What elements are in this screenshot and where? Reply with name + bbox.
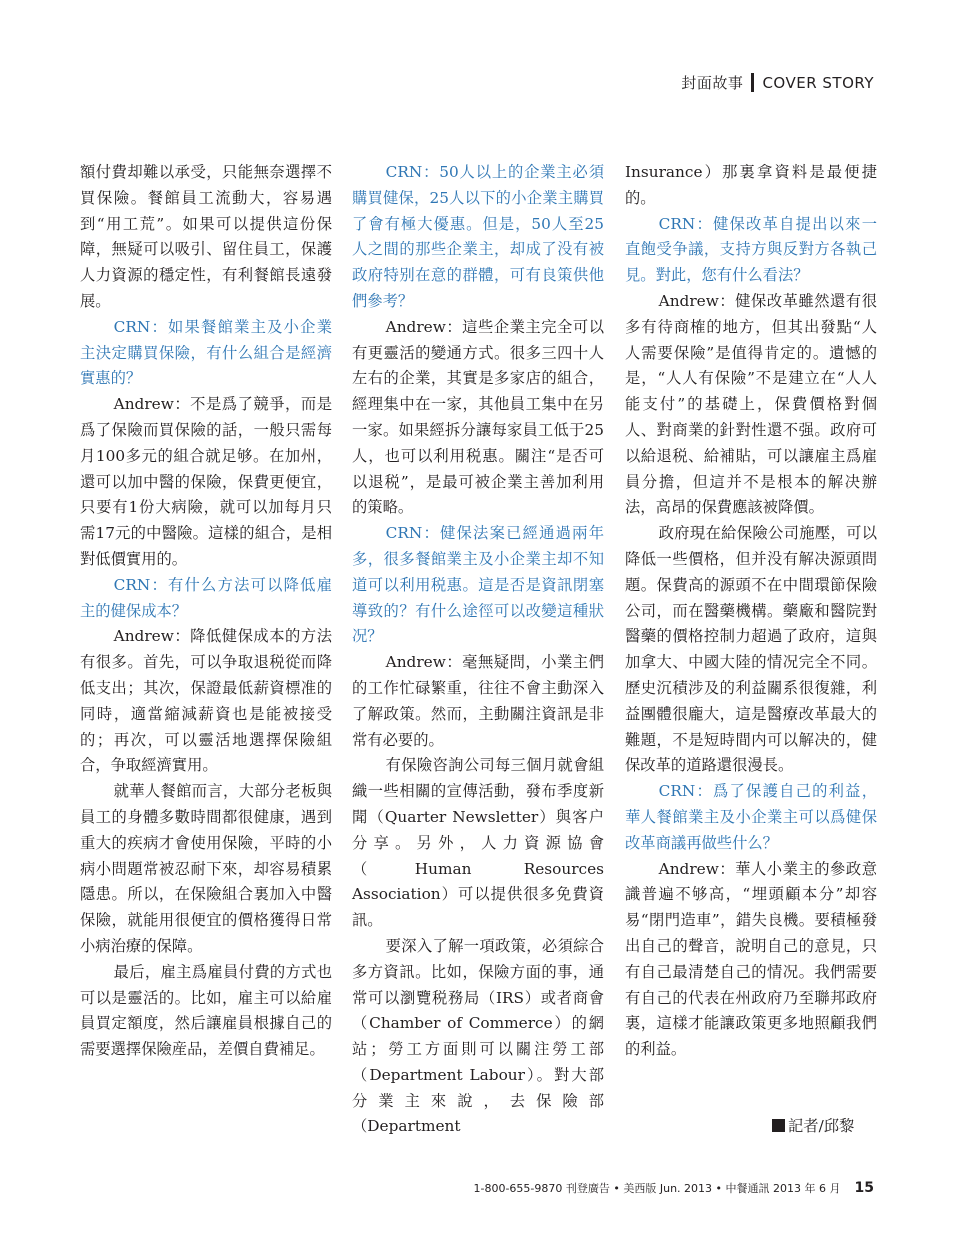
- interview-answer: 要深入了解一項政策，必須綜合多方資訊。比如，保險方面的事，通常可以瀏覽税務局（IRS）或者商會（Chamber of Commerce）的網站；勞工方面則可以關注勞工部（Department Labour）。對大部分業主來說，去保險部（Department: [352, 936, 604, 1136]
- section-header: [681, 72, 874, 93]
- page-footer: [474, 1180, 875, 1196]
- interview-answer: 就華人餐館而言，大部分老板與員工的身體多數時間都很健康，遇到重大的疾病才會使用保險，平時的小病小問題常被忍耐下來，却容易積累隱患。所以，在保險組合裏加入中醫保險，就能用很便宜的價格獲得日常小病治療的保障。: [80, 782, 332, 955]
- interview-question: CRN：健保法案已經通過兩年多，很多餐館業主及小企業主却不知道可以利用税惠。這是否是資訊閉塞導致的？有什么途徑可以改變這種狀况？: [352, 524, 604, 646]
- interview-answer: Andrew：不是爲了競爭，而是爲了保險而買保險的話，一般只需每月100多元的組合就足够。在加州，還可以加中醫的保險，保費更便宜，只要有1份大病險，就可以加每月只需17元的中醫險。這樣的組合，是相對低價實用的。: [80, 395, 332, 568]
- article-column-2: [352, 160, 604, 1140]
- interview-question: CRN：健保改革自提出以來一直飽受争議，支持方與反對方各執己見。對此，您有什么看法？: [625, 214, 877, 285]
- interview-answer: Insurance）那裏拿資料是最便捷的。: [625, 163, 877, 207]
- interview-question: CRN：爲了保護自己的利益，華人餐館業主及小企業主可以爲健保改革商議再做些什么？: [625, 782, 877, 852]
- interview-question: CRN：有什么方法可以降低雇主的健保成本？: [80, 575, 332, 620]
- header-divider: [751, 73, 754, 92]
- interview-answer: 有保險咨詢公司每三個月就會組織一些相關的宣傳活動，發布季度新聞（Quarter Newsletter）與客户分享。另外，人力資源協會（Human Resources Association）可以提供很多免費資訊。: [352, 756, 604, 930]
- interview-answer: Andrew：華人小業主的參政意識普遍不够高，“埋頭顧本分”却容易“閉門造車”，錯失良機。要積極發出自己的聲音，說明自己的意見，只有自己最清楚自己的情况。我們需要有自己的代表在州政府乃至聯邦政府裏，這樣才能讓政策更多地照顧我們的利益。: [625, 859, 877, 1059]
- interview-answer: Andrew：這些企業主完全可以有更靈活的變通方式。很多三四十人左右的企業，其實是多家店的組合，經理集中在一家，其他員工集中在另一家。如果經拆分讓每家員工低于25人，也可以利用税惠。關注“是否可以退税”，是最可被企業主善加利用的策略。: [352, 317, 604, 517]
- article-column-3: [625, 160, 877, 1063]
- interview-answer: 最后，雇主爲雇員付費的方式也可以是靈活的。比如，雇主可以給雇員買定額度，然后讓雇員根據自己的需要選擇保險産品，差價自費補足。: [80, 962, 332, 1059]
- interview-question: CRN：50人以上的企業主必須購買健保，25人以下的小企業主購買了會有極大優惠。但是，50人至25人之間的那些企業主，却成了没有被政府特别在意的群體，可有良策供他們參考？: [352, 163, 604, 310]
- interview-answer: Andrew：降低健保成本的方法有很多。首先，可以争取退税從而降低支出；其次，保證最低薪資標准的同時，適當縮減薪資也是能被接受的；再次，可以靈活地選擇保險組合，争取經濟實用。: [80, 627, 332, 775]
- article-column-1: [80, 160, 332, 1063]
- interview-question: CRN：如果餐館業主及小企業主決定購買保險，有什么組合是經濟實惠的？: [80, 317, 332, 388]
- interview-answer: 額付費却難以承受，只能無奈選擇不買保險。餐館員工流動大，容易遇到“用工荒”。如果可以提供這份保障，無疑可以吸引、留住員工，保護人力資源的穩定性，有利餐館長遠發展。: [80, 163, 332, 310]
- byline: [772, 1114, 854, 1136]
- footer-info: 1-800-655-9870 刊登廣告 • 美西版 Jun. 2013 • 中餐通訊 2013 年 6 月: [473, 1182, 841, 1195]
- byline-text: 記者/邱黎: [788, 1117, 855, 1135]
- page-number: 15: [854, 1180, 874, 1196]
- square-bullet-icon: [772, 1119, 785, 1132]
- section-title-en: COVER STORY: [762, 73, 874, 92]
- interview-answer: Andrew：毫無疑問，小業主們的工作忙碌繁重，往往不會主動深入了解政策。然而，主動關注資訊是非常有必要的。: [352, 653, 604, 749]
- interview-answer: 政府現在給保險公司施壓，可以降低一些價格，但并没有解决源頭問題。保費高的源頭不在中間環節保險公司，而在醫藥機構。藥廠和醫院對醫藥的價格控制力超過了政府，這與加拿大、中國大陸的情况完全不同。歷史沉積涉及的利益關系很復雜，利益團體很龐大，這是醫療改革最大的難題，不是短時間内可以解决的，健保改革的道路還很漫長。: [625, 524, 877, 775]
- section-title-zh: 封面故事: [681, 74, 744, 92]
- interview-answer: Andrew：健保改革雖然還有很多有待商榷的地方，但其出發點“人人需要保險”是值得肯定的。遺憾的是，“人人有保險”不是建立在“人人能支付”的基礎上，保費價格對個人、對商業的針對性還不强。政府可以給退税、給補貼，可以讓雇主爲雇員分擔，但這并不是根本的解决辦法，高昂的保費應該被降價。: [625, 291, 877, 517]
